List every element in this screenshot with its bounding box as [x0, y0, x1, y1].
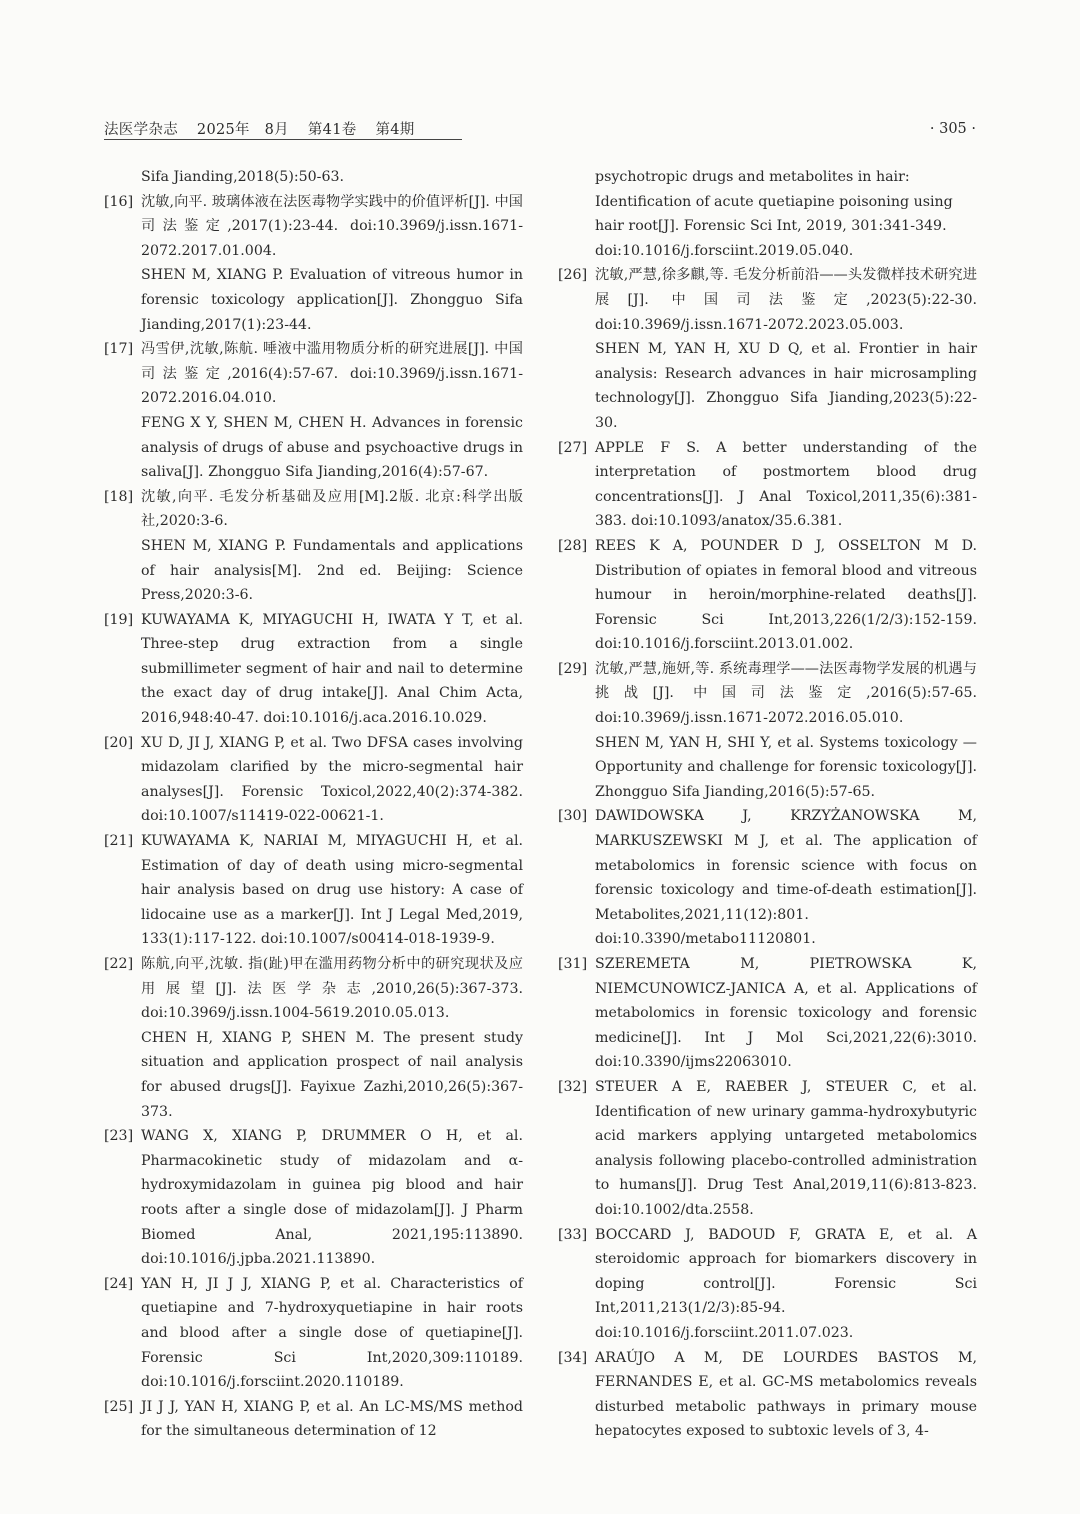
reference-body — [141, 1395, 523, 1444]
reference-number: [29] — [558, 660, 588, 677]
reference-number: [20] — [104, 734, 134, 751]
reference-body — [141, 608, 523, 731]
reference-number: [27] — [558, 439, 588, 456]
reference-entry — [104, 608, 523, 731]
reference-text: 冯雪伊,沈敏,陈航. 唾液中滥用物质分析的研究进展[J]. 中国司法鉴定,2016(4):57-67. doi:10.3969/j.issn.1671-2072.2016.04.010. — [141, 341, 523, 407]
reference-number: [31] — [558, 956, 588, 972]
reference-number: [16] — [104, 193, 134, 210]
reference-text: ARAÚJO A M, DE LOURDES BASTOS M, FERNANDES E, et al. GC-MS metabolomics reveals disturbed metabolic pathways in primary mouse hepatocytes exposed to subtoxic levels of 3, 4- — [595, 1349, 977, 1440]
reference-number: [19] — [104, 611, 134, 628]
reference-number: [32] — [558, 1078, 588, 1095]
reference-number: [22] — [104, 956, 134, 972]
reference-number: [30] — [558, 808, 588, 825]
running-header — [104, 118, 429, 139]
left-reference-column — [104, 165, 523, 1444]
reference-body — [595, 1346, 977, 1444]
journal-name: 法医学杂志 — [104, 122, 178, 138]
reference-entry — [558, 657, 977, 805]
right-reference-column — [558, 165, 977, 1444]
reference-text: YAN H, JI J J, XIANG P, et al. Characteristics of quetiapine and 7-hydroxyquetiapine in hair roots and blood after a single dose of quetiapine[J]. Forensic Sci Int,2020,309:110189. doi:10.1016/j.forsciint.2020.110189. — [141, 1275, 523, 1391]
reference-body — [595, 1075, 977, 1223]
reference-english-translation: SHEN M, XIANG P. Evaluation of vitreous humor in forensic toxicology application[J]. Zhongguo Sifa Jianding,2017(1):23-44. — [141, 267, 523, 333]
reference-continuation: Sifa Jianding,2018(5):50-63. — [141, 169, 345, 185]
reference-entry — [104, 1124, 523, 1272]
page-number: · 305 · — [929, 121, 976, 137]
reference-entry — [558, 1075, 977, 1223]
reference-body — [595, 657, 977, 805]
reference-text: STEUER A E, RAEBER J, STEUER C, et al. Identification of new urinary gamma-hydroxybutyric acid markers applying untargeted metabolomics analysis following placebo-controlled administration to humans[J]. Drug Test Anal,2019,11(6):813-823. doi:10.1002/dta.2558. — [595, 1078, 977, 1218]
reference-text: KUWAYAMA K, MIYAGUCHI H, IWATA Y T, et al. Three-step drug extraction from a single submillimeter segment of hair and nail to determine the exact day of drug intake[J]. Anal Chim Acta, 2016,948:40-47. doi:10.1016/j.aca.2016.10.029. — [141, 611, 523, 727]
reference-body — [595, 534, 977, 657]
reference-text: APPLE F S. A better understanding of the interpretation of postmortem blood drug concentrations[J]. J Anal Toxicol,2011,35(6):381-383. doi:10.1093/anatox/35.6.381. — [595, 439, 977, 530]
reference-body — [141, 485, 523, 608]
reference-body — [141, 829, 523, 952]
reference-continuation: psychotropic drugs and metabolites in hair: Identification of acute quetiapine poisoning using hair root[J]. Forensic Sci Int, 2019, 301:341-349. doi:10.1016/j.forsciint.2019.05.040. — [595, 169, 953, 259]
reference-body — [595, 436, 977, 534]
reference-text: JI J J, YAN H, XIANG P, et al. An LC-MS/MS method for the simultaneous determination of 12 — [141, 1398, 523, 1440]
reference-text: WANG X, XIANG P, DRUMMER O H, et al. Pharmacokinetic study of midazolam and α-hydroxymidazolam in guinea pig blood and hair roots after a single dose of midazolam[J]. J Pharm Biomed Anal, 2021,195:113890. doi:10.1016/j.jpba.2021.113890. — [141, 1128, 523, 1268]
reference-entry — [104, 829, 523, 952]
reference-body — [141, 337, 523, 485]
reference-entry — [104, 485, 523, 608]
issue-date: 2025年 8月 — [196, 122, 289, 138]
reference-body — [595, 263, 977, 435]
reference-body — [141, 731, 523, 829]
reference-english-translation: SHEN M, XIANG P. Fundamentals and applications of hair analysis[M]. 2nd ed. Beijing: Science Press,2020:3-6. — [141, 537, 523, 604]
reference-number: [25] — [104, 1398, 134, 1415]
reference-text: BOCCARD J, BADOUD F, GRATA E, et al. A steroidomic approach for biomarkers discovery in doping control[J]. Forensic Sci Int,2011,213(1/2/3):85-94. doi:10.1016/j.forsciint.2011.07.023. — [595, 1226, 977, 1341]
reference-number: [33] — [558, 1226, 588, 1243]
reference-entry — [104, 731, 523, 829]
reference-entry — [104, 1395, 523, 1444]
reference-english-translation: CHEN H, XIANG P, SHEN M. The present study situation and application prospect of nail analysis for abused drugs[J]. Fayixue Zazhi,2010,26(5):367-373. — [141, 1029, 523, 1120]
reference-body — [141, 952, 523, 1124]
reference-entry — [104, 337, 523, 485]
reference-number: [17] — [104, 341, 134, 358]
reference-number: [24] — [104, 1275, 134, 1292]
reference-entry — [104, 190, 523, 338]
reference-body — [595, 1223, 977, 1346]
reference-number: [23] — [104, 1128, 134, 1145]
volume-label: 第41卷 — [307, 122, 357, 138]
issue-label: 第4期 — [375, 122, 415, 138]
reference-text: 沈敏,向平. 毛发分析基础及应用[M].2版. 北京:科学出版社,2020:3-6. — [141, 488, 523, 530]
header-rule — [104, 139, 462, 140]
reference-text: REES K A, POUNDER D J, OSSELTON M D. Distribution of opiates in femoral blood and vitreous humour in heroin/morphine-related deaths[J]. Forensic Sci Int,2013,226(1/2/3):152-159. doi:10.1016/j.forsciint.2013.01.002. — [595, 537, 977, 653]
reference-body — [141, 1272, 523, 1395]
reference-body — [141, 1124, 523, 1272]
reference-english-translation: SHEN M, YAN H, SHI Y, et al. Systems toxicology — Opportunity and challenge for forensic toxicology[J]. Zhongguo Sifa Jianding,2016(5):57-65. — [595, 734, 977, 800]
reference-body — [141, 190, 523, 338]
reference-entry — [558, 952, 977, 1075]
reference-number: [28] — [558, 537, 588, 554]
reference-entry — [558, 263, 977, 435]
reference-entry — [558, 1346, 977, 1444]
reference-body — [595, 804, 977, 952]
reference-text: DAWIDOWSKA J, KRZYŻANOWSKA M, MARKUSZEWSKI M J, et al. The application of metabolomics in forensic science with focus on forensic toxicology and time-of-death estimation[J]. Metabolites,2021,11(12):801. doi:10.3390/metabo11120801. — [595, 808, 977, 948]
reference-text: XU D, JI J, XIANG P, et al. Two DFSA cases involving midazolam clarified by the micro-segmental hair analyses[J]. Forensic Toxicol,2022,40(2):374-382. doi:10.1007/s11419-022-00621-1. — [141, 734, 523, 825]
reference-english-translation: FENG X Y, SHEN M, CHEN H. Advances in forensic analysis of drugs of abuse and psychoactive drugs in saliva[J]. Zhongguo Sifa Jianding,2016(4):57-67. — [141, 414, 523, 481]
reference-text: 陈航,向平,沈敏. 指(趾)甲在滥用药物分析中的研究现状及应用展望[J].法医学杂志,2010,26(5):367-373. doi:10.3969/j.issn.1004-5619.2010.05.013. — [141, 956, 523, 1022]
reference-text: KUWAYAMA K, NARIAI M, MIYAGUCHI H, et al. Estimation of day of death using micro-segmental hair analysis based on drug use history: A case of lidocaine use as a marker[J]. Int J Legal Med,2019, 133(1):117-122. doi:10.1007/s00414-018-1939-9. — [141, 833, 523, 948]
reference-number: [18] — [104, 488, 134, 505]
reference-entry — [558, 534, 977, 657]
reference-body — [595, 952, 977, 1075]
reference-text: 沈敏,向平. 玻璃体液在法医毒物学实践中的价值评析[J]. 中国司法鉴定,2017(1):23-44. doi:10.3969/j.issn.1671-2072.2017.01.004. — [141, 193, 523, 259]
reference-number: [21] — [104, 833, 134, 850]
reference-text: 沈敏,严慧,施妍,等. 系统毒理学——法医毒物学发展的机遇与挑战[J]. 中国司法鉴定,2016(5):57-65. doi:10.3969/j.issn.1671-2072.2016.05.010. — [595, 660, 977, 727]
reference-entry — [558, 804, 977, 952]
reference-entry — [104, 1272, 523, 1395]
reference-number: [34] — [558, 1349, 588, 1366]
reference-entry — [558, 436, 977, 534]
reference-text: 沈敏,严慧,徐多麒,等. 毛发分析前沿——头发微样技术研究进展[J]. 中国司法鉴定,2023(5):22-30. doi:10.3969/j.issn.1671-2072.2023.05.003. — [595, 267, 977, 333]
reference-entry — [104, 952, 523, 1124]
reference-entry — [558, 1223, 977, 1346]
reference-number: [26] — [558, 267, 588, 284]
reference-english-translation: SHEN M, YAN H, XU D Q, et al. Frontier in hair analysis: Research advances in hair microsampling technology[J]. Zhongguo Sifa Jianding,2023(5):22-30. — [595, 341, 977, 431]
reference-text: SZEREMETA M, PIETROWSKA K, NIEMCUNOWICZ-JANICA A, et al. Applications of metabolomics in forensic toxicology and forensic medicine[J]. Int J Mol Sci,2021,22(6):3010. doi:10.3390/ijms22063010. — [595, 956, 977, 1071]
